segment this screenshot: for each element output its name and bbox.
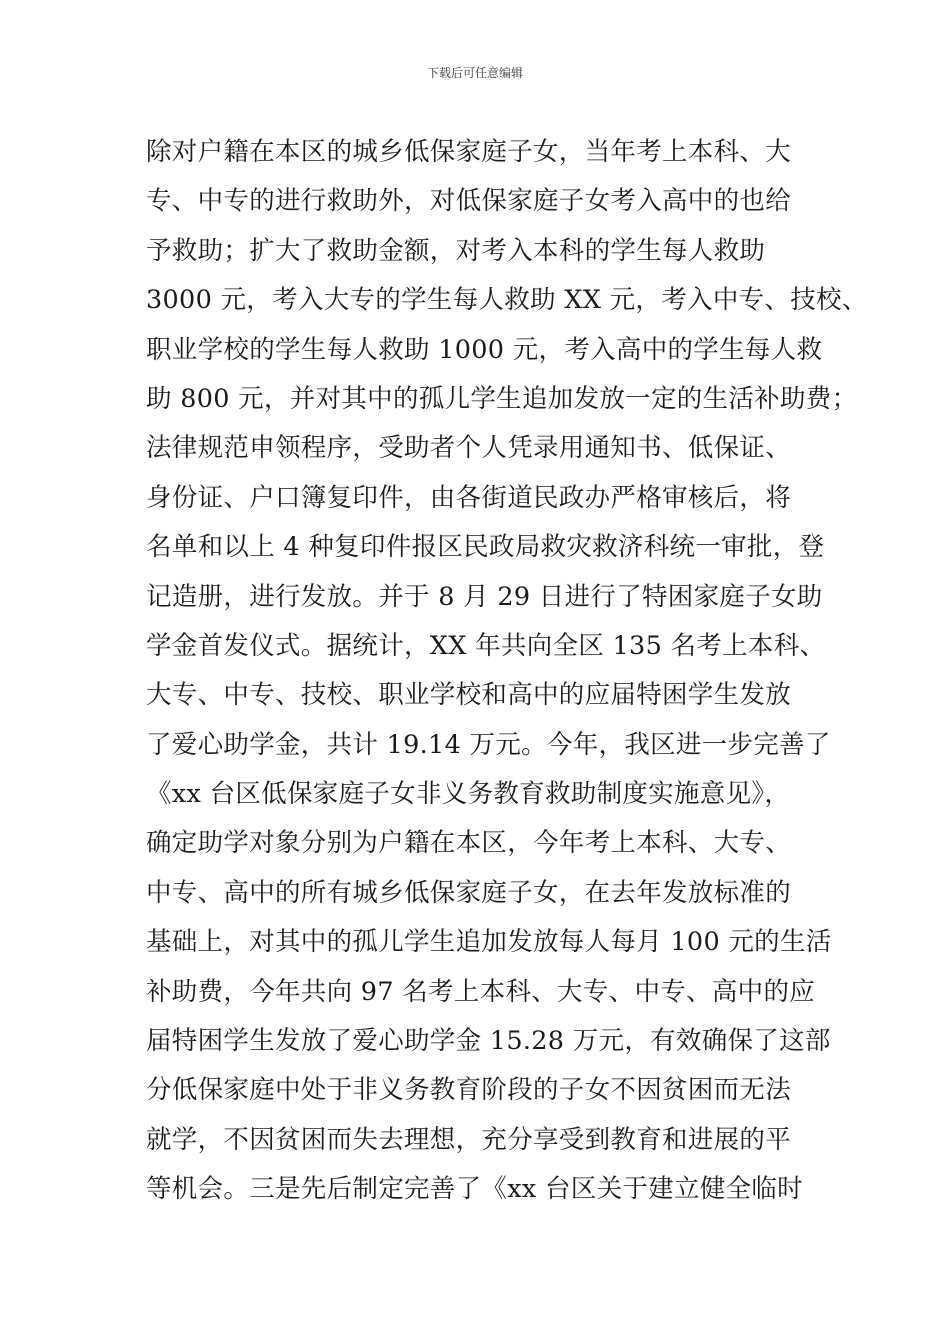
text-line: 《xx 台区低保家庭子女非义务教育救助制度实施意见》， bbox=[146, 779, 791, 810]
text-line: 中专、高中的所有城乡低保家庭子女，在去年发放标准的 bbox=[146, 877, 792, 908]
text-line: 就学，不因贫困而失去理想，充分享受到教育和进展的平 bbox=[146, 1124, 792, 1155]
text-line: 职业学校的学生每人救助 1000 元，考入高中的学生每人救 bbox=[146, 334, 823, 365]
text-line: 届特困学生发放了爱心助学金 15.28 万元，有效确保了这部 bbox=[146, 1026, 831, 1057]
text-line: 补助费，今年共向 97 名考上本科、大专、中专、高中的应 bbox=[146, 976, 816, 1007]
text-line: 基础上，对其中的孤儿学生追加发放每人每月 100 元的生活 bbox=[146, 927, 832, 958]
text-line: 身份证、户口簿复印件，由各街道民政办严格审核后，将 bbox=[146, 482, 792, 513]
text-line: 法律规范申领程序，受助者个人凭录用通知书、低保证、 bbox=[146, 433, 792, 464]
text-line: 专、中专的进行救助外，对低保家庭子女考入高中的也给 bbox=[146, 186, 792, 217]
text-line: 予救助；扩大了救助金额，对考入本科的学生每人救助 bbox=[146, 235, 766, 266]
text-line: 记造册，进行发放。并于 8 月 29 日进行了特困家庭子女助 bbox=[146, 581, 823, 612]
text-line: 学金首发仪式。据统计，XX 年共向全区 135 名考上本科、 bbox=[146, 630, 826, 661]
text-line: 除对户籍在本区的城乡低保家庭子女，当年考上本科、大 bbox=[146, 137, 792, 167]
text-line: 分低保家庭中处于非义务教育阶段的子女不因贫困而无法 bbox=[146, 1075, 792, 1106]
text-line: 名单和以上 4 种复印件报区民政局救灾救济科统一审批，登 bbox=[146, 532, 825, 563]
text-line: 助 800 元，并对其中的孤儿学生追加发放一定的生活补助费； bbox=[146, 383, 858, 414]
page-header: 下载后可任意编辑 bbox=[426, 66, 523, 80]
text-line: 等机会。三是先后制定完善了《xx 台区关于建立健全临时 bbox=[146, 1174, 803, 1205]
text-line: 确定助学对象分别为户籍在本区，今年考上本科、大专、 bbox=[146, 828, 792, 859]
text-line: 了爱心助学金，共计 19.14 万元。今年，我区进一步完善了 bbox=[146, 729, 831, 760]
text-line: 大专、中专、技校、职业学校和高中的应届特困学生发放 bbox=[146, 680, 792, 711]
document-body bbox=[146, 128, 868, 1215]
text-line: 3000 元，考入大专的学生每人救助 XX 元，考入中专、技校、 bbox=[146, 285, 868, 316]
